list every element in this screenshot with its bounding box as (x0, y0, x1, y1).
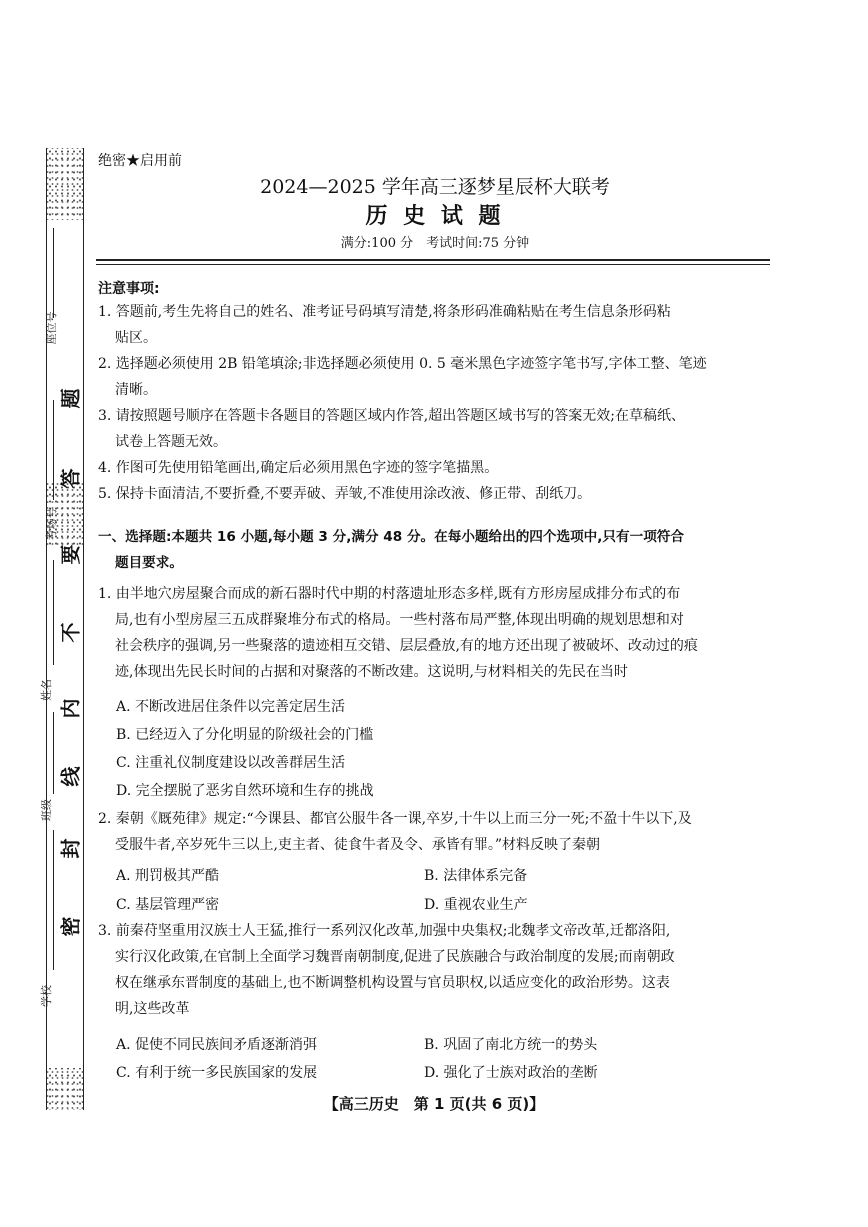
section-line: 一、选择题:本题共 16 小题,每小题 3 分,满分 48 分。在每小题给出的四个选项中,只有一项符合 (98, 529, 684, 545)
q2-option-c: C. 基层管理严密 (116, 897, 220, 913)
question-line: 2. 秦朝《厩苑律》规定:“今课县、都官公服牛各一课,卒岁,十牛以上而三分一死;不盈十牛以下,及 (98, 811, 692, 827)
seal-char: 答 (58, 468, 83, 489)
q1-option-b: B. 已经迈入了分化明显的阶级社会的门槛 (116, 727, 374, 743)
question-line: 权在继承东晋制度的基础上,也不断调整机构设置与官员职权,以适应变化的政治形势。这表 (115, 975, 670, 991)
section-line: 题目要求。 (115, 555, 183, 571)
question-line: 明,这些改革 (115, 1001, 190, 1017)
q2-option-d: D. 重视农业生产 (424, 897, 528, 913)
question-line: 实行汉化政策,在官制上全面学习魏晋南朝制度,促进了民族融合与政治制度的发展;而南朝政 (115, 949, 675, 965)
q1-option-d: D. 完全摆脱了恶劣自然环境和生存的挑战 (116, 783, 374, 799)
notice-line: 2. 选择题必须使用 2B 铅笔填涂;非选择题必须使用 0. 5 毫米黑色字迹签字笔书写,字体工整、笔迹 (98, 356, 707, 372)
q2-option-b: B. 法律体系完备 (424, 868, 528, 884)
seal-char: 封 (58, 838, 83, 859)
exam-title: 2024—2025 学年高三逐梦星辰杯大联考 (260, 176, 610, 198)
question-line: 迹,体现出先民长时间的占据和对聚落的不断改建。这说明,与材料相关的先民在当时 (115, 664, 628, 680)
secret-mark: 绝密★启用前 (98, 153, 182, 169)
notice-line: 试卷上答题无效。 (115, 434, 227, 450)
notice-line: 贴区。 (115, 330, 157, 346)
q3-option-a: A. 促使不同民族间矛盾逐渐消弭 (116, 1037, 318, 1053)
question-line: 局,也有小型房屋三五成群聚堆分布式的格局。一些村落布局严整,体现出明确的规划思想和对 (115, 612, 684, 628)
question-line: 1. 由半地穴房屋聚合而成的新石器时代中期的村落遗址形态多样,既有方形房屋成排分布式的布 (98, 586, 681, 602)
q3-option-d: D. 强化了士族对政治的垄断 (424, 1065, 598, 1081)
header-rule (96, 259, 770, 261)
question-1 (98, 581, 774, 685)
question-3 (98, 918, 774, 1022)
q3-option-b: B. 巩固了南北方统一的势头 (424, 1037, 598, 1053)
section-heading (98, 524, 774, 576)
notice-list (98, 299, 774, 507)
notice-line: 清晰。 (115, 382, 157, 398)
subject-title: 历 史 试 题 (365, 204, 505, 229)
q2-option-a: A. 刑罚极其严酷 (116, 868, 220, 884)
q1-option-c: C. 注重礼仪制度建设以改善群居生活 (116, 755, 346, 771)
notice-line: 4. 作图可先使用铅笔画出,确定后必须用黑色字迹的签字笔描黑。 (98, 460, 499, 476)
notice-line: 3. 请按照题号顺序在答题卡各题目的答题区域内作答,超出答题区域书写的答案无效;在草稿纸、 (98, 408, 685, 424)
question-line: 社会秩序的强调,另一些聚落的遗迹相互交错、层层叠放,有的地方还出现了被破坏、改动过的痕 (115, 638, 698, 654)
question-2 (98, 806, 774, 858)
question-line: 3. 前秦苻坚重用汉族士人王猛,推行一系列汉化改革,加强中央集权;北魏孝文帝改革,迁都洛阳, (98, 923, 671, 939)
school-label: 学校 (40, 985, 53, 1007)
notice-heading: 注意事项: (98, 281, 160, 297)
seal-char: 要 (58, 544, 83, 565)
exam-room-label: 考场号 (45, 507, 58, 541)
seal-char: 不 (58, 622, 83, 643)
q1-option-a: A. 不断改进居住条件以完善定居生活 (116, 699, 346, 715)
fill-line (53, 560, 54, 665)
name-label: 姓名 (40, 679, 53, 701)
exam-meta: 满分:100 分 考试时间:75 分钟 (340, 236, 530, 251)
notice-line: 5. 保持卡面清洁,不要折叠,不要弄破、弄皱,不准使用涂改液、修正带、刮纸刀。 (98, 486, 592, 502)
notice-line: 1. 答题前,考生先将自己的姓名、准考证号码填写清楚,将条形码准确粘贴在考生信息条形码粘 (98, 304, 671, 320)
question-line: 受服牛者,卒岁死牛三以上,吏主者、徒食牛者及令、承皆有罪。”材料反映了秦朝 (115, 837, 601, 853)
q3-option-c: C. 有利于统一多民族国家的发展 (116, 1065, 318, 1081)
class-label: 班级 (40, 799, 53, 821)
fill-line (53, 228, 54, 318)
seal-char: 内 (58, 698, 83, 719)
seat-label: 座位号 (45, 311, 58, 345)
header-rule (96, 264, 770, 265)
seal-char: 题 (58, 388, 83, 409)
page-footer: 【高三历史 第 1 页(共 6 页)】 (323, 1095, 545, 1113)
seal-char: 线 (58, 766, 83, 787)
seal-char: 密 (58, 916, 83, 937)
